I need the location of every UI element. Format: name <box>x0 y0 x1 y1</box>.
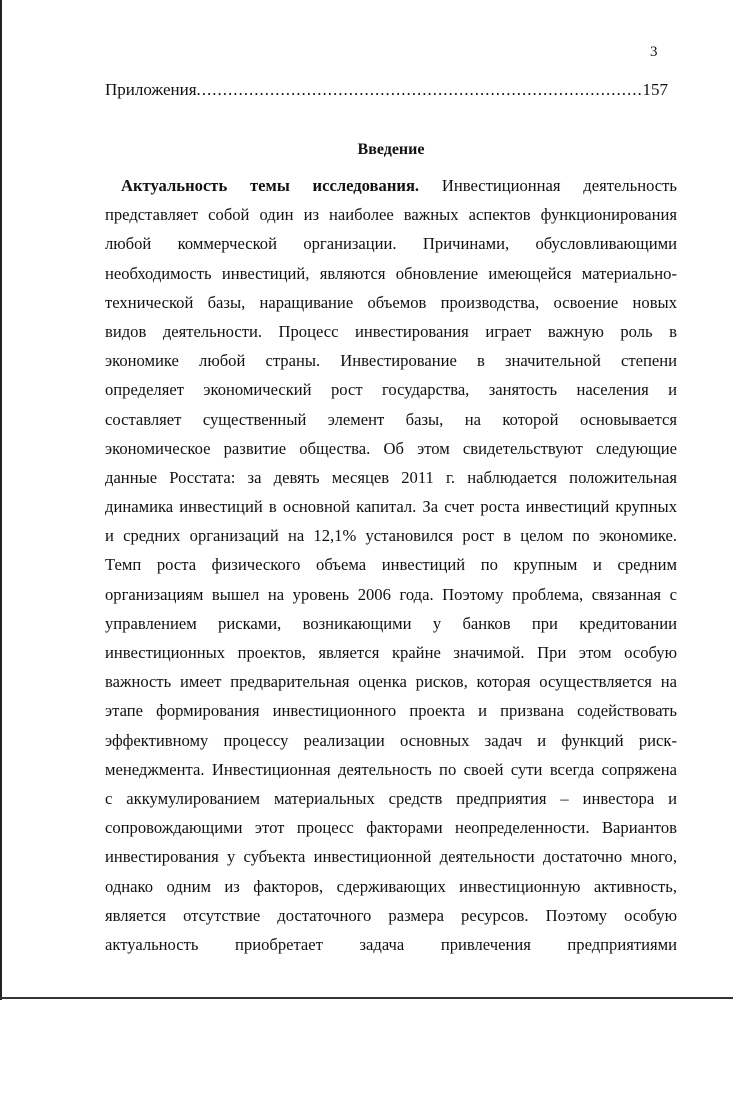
paragraph-line: этапе формирования инвестиционного проекта и призвана содействовать <box>105 701 677 721</box>
paragraph-line: любой коммерческой организации. Причинами, обусловливающими <box>105 234 677 254</box>
paragraph-line: эффективному процессу реализации основных задач и функций риск- <box>105 730 677 750</box>
paragraph-line: видов деятельности. Процесс инвестирования играет важную роль в <box>105 321 677 341</box>
paragraph-line: важность имеет предварительная оценка рисков, которая осуществляется на <box>105 672 677 692</box>
paragraph-line: данные Росстата: за девять месяцев 2011 г. наблюдается положительная <box>105 467 677 487</box>
section-heading: Введение <box>357 141 425 158</box>
paragraph-line: и средних организаций на 12,1% установился рост в целом по экономике. <box>105 526 677 546</box>
paragraph-line: экономическое развитие общества. Об этом свидетельствуют следующие <box>105 438 677 458</box>
paragraph-line: с аккумулированием материальных средств предприятия – инвестора и <box>105 788 677 808</box>
body-paragraph <box>105 171 677 959</box>
page-number: 3 <box>650 44 658 60</box>
paragraph-line: необходимость инвестиций, являются обновление имеющейся материально- <box>105 263 677 283</box>
paragraph-line: экономике любой страны. Инвестирование в значительной степени <box>105 351 677 371</box>
paragraph-line: инвестирования у субъекта инвестиционной деятельности достаточно много, <box>105 847 677 867</box>
toc-leader-dots <box>197 80 643 100</box>
paragraph-line: динамика инвестиций в основной капитал. За счет роста инвестиций крупных <box>105 497 677 517</box>
paragraph-line: менеджмента. Инвестиционная деятельность по своей сути всегда сопряжена <box>105 759 677 779</box>
paragraph-line <box>105 171 677 200</box>
toc-entry-page: 157 <box>642 80 668 99</box>
paragraph-line: составляет существенный элемент базы, на которой основывается <box>105 409 677 429</box>
scan-bottom-edge <box>0 997 733 999</box>
paragraph-line: управлением рисками, возникающими у банков при кредитовании <box>105 613 677 633</box>
paragraph-line: является отсутствие достаточного размера ресурсов. Поэтому особую <box>105 905 677 925</box>
toc-entry-appendices[interactable] <box>105 80 668 100</box>
paragraph-line: сопровождающими этот процесс факторами неопределенности. Вариантов <box>105 818 677 838</box>
toc-entry-label: Приложения <box>105 80 197 99</box>
paragraph-line: актуальность приобретает задача привлечения предприятиями <box>105 934 677 954</box>
paragraph-line: Темп роста физического объема инвестиций по крупным и средним <box>105 555 677 575</box>
paragraph-line: однако одним из факторов, сдерживающих инвестиционную активность, <box>105 876 677 896</box>
lead-bold-phrase: Актуальность темы исследования. <box>121 176 420 195</box>
first-line-text: Инвестиционная деятельность <box>441 176 677 195</box>
paragraph-line: представляет собой один из наиболее важных аспектов функционирования <box>105 205 677 225</box>
paragraph-line: инвестиционных проектов, является крайне значимой. При этом особую <box>105 643 677 662</box>
paragraph-line: технической базы, наращивание объемов производства, освоение новых <box>105 292 677 312</box>
paragraph-line: определяет экономический рост государства, занятость населения и <box>105 380 677 400</box>
paragraph-line: организациям вышел на уровень 2006 года. Поэтому проблема, связанная с <box>105 584 677 604</box>
